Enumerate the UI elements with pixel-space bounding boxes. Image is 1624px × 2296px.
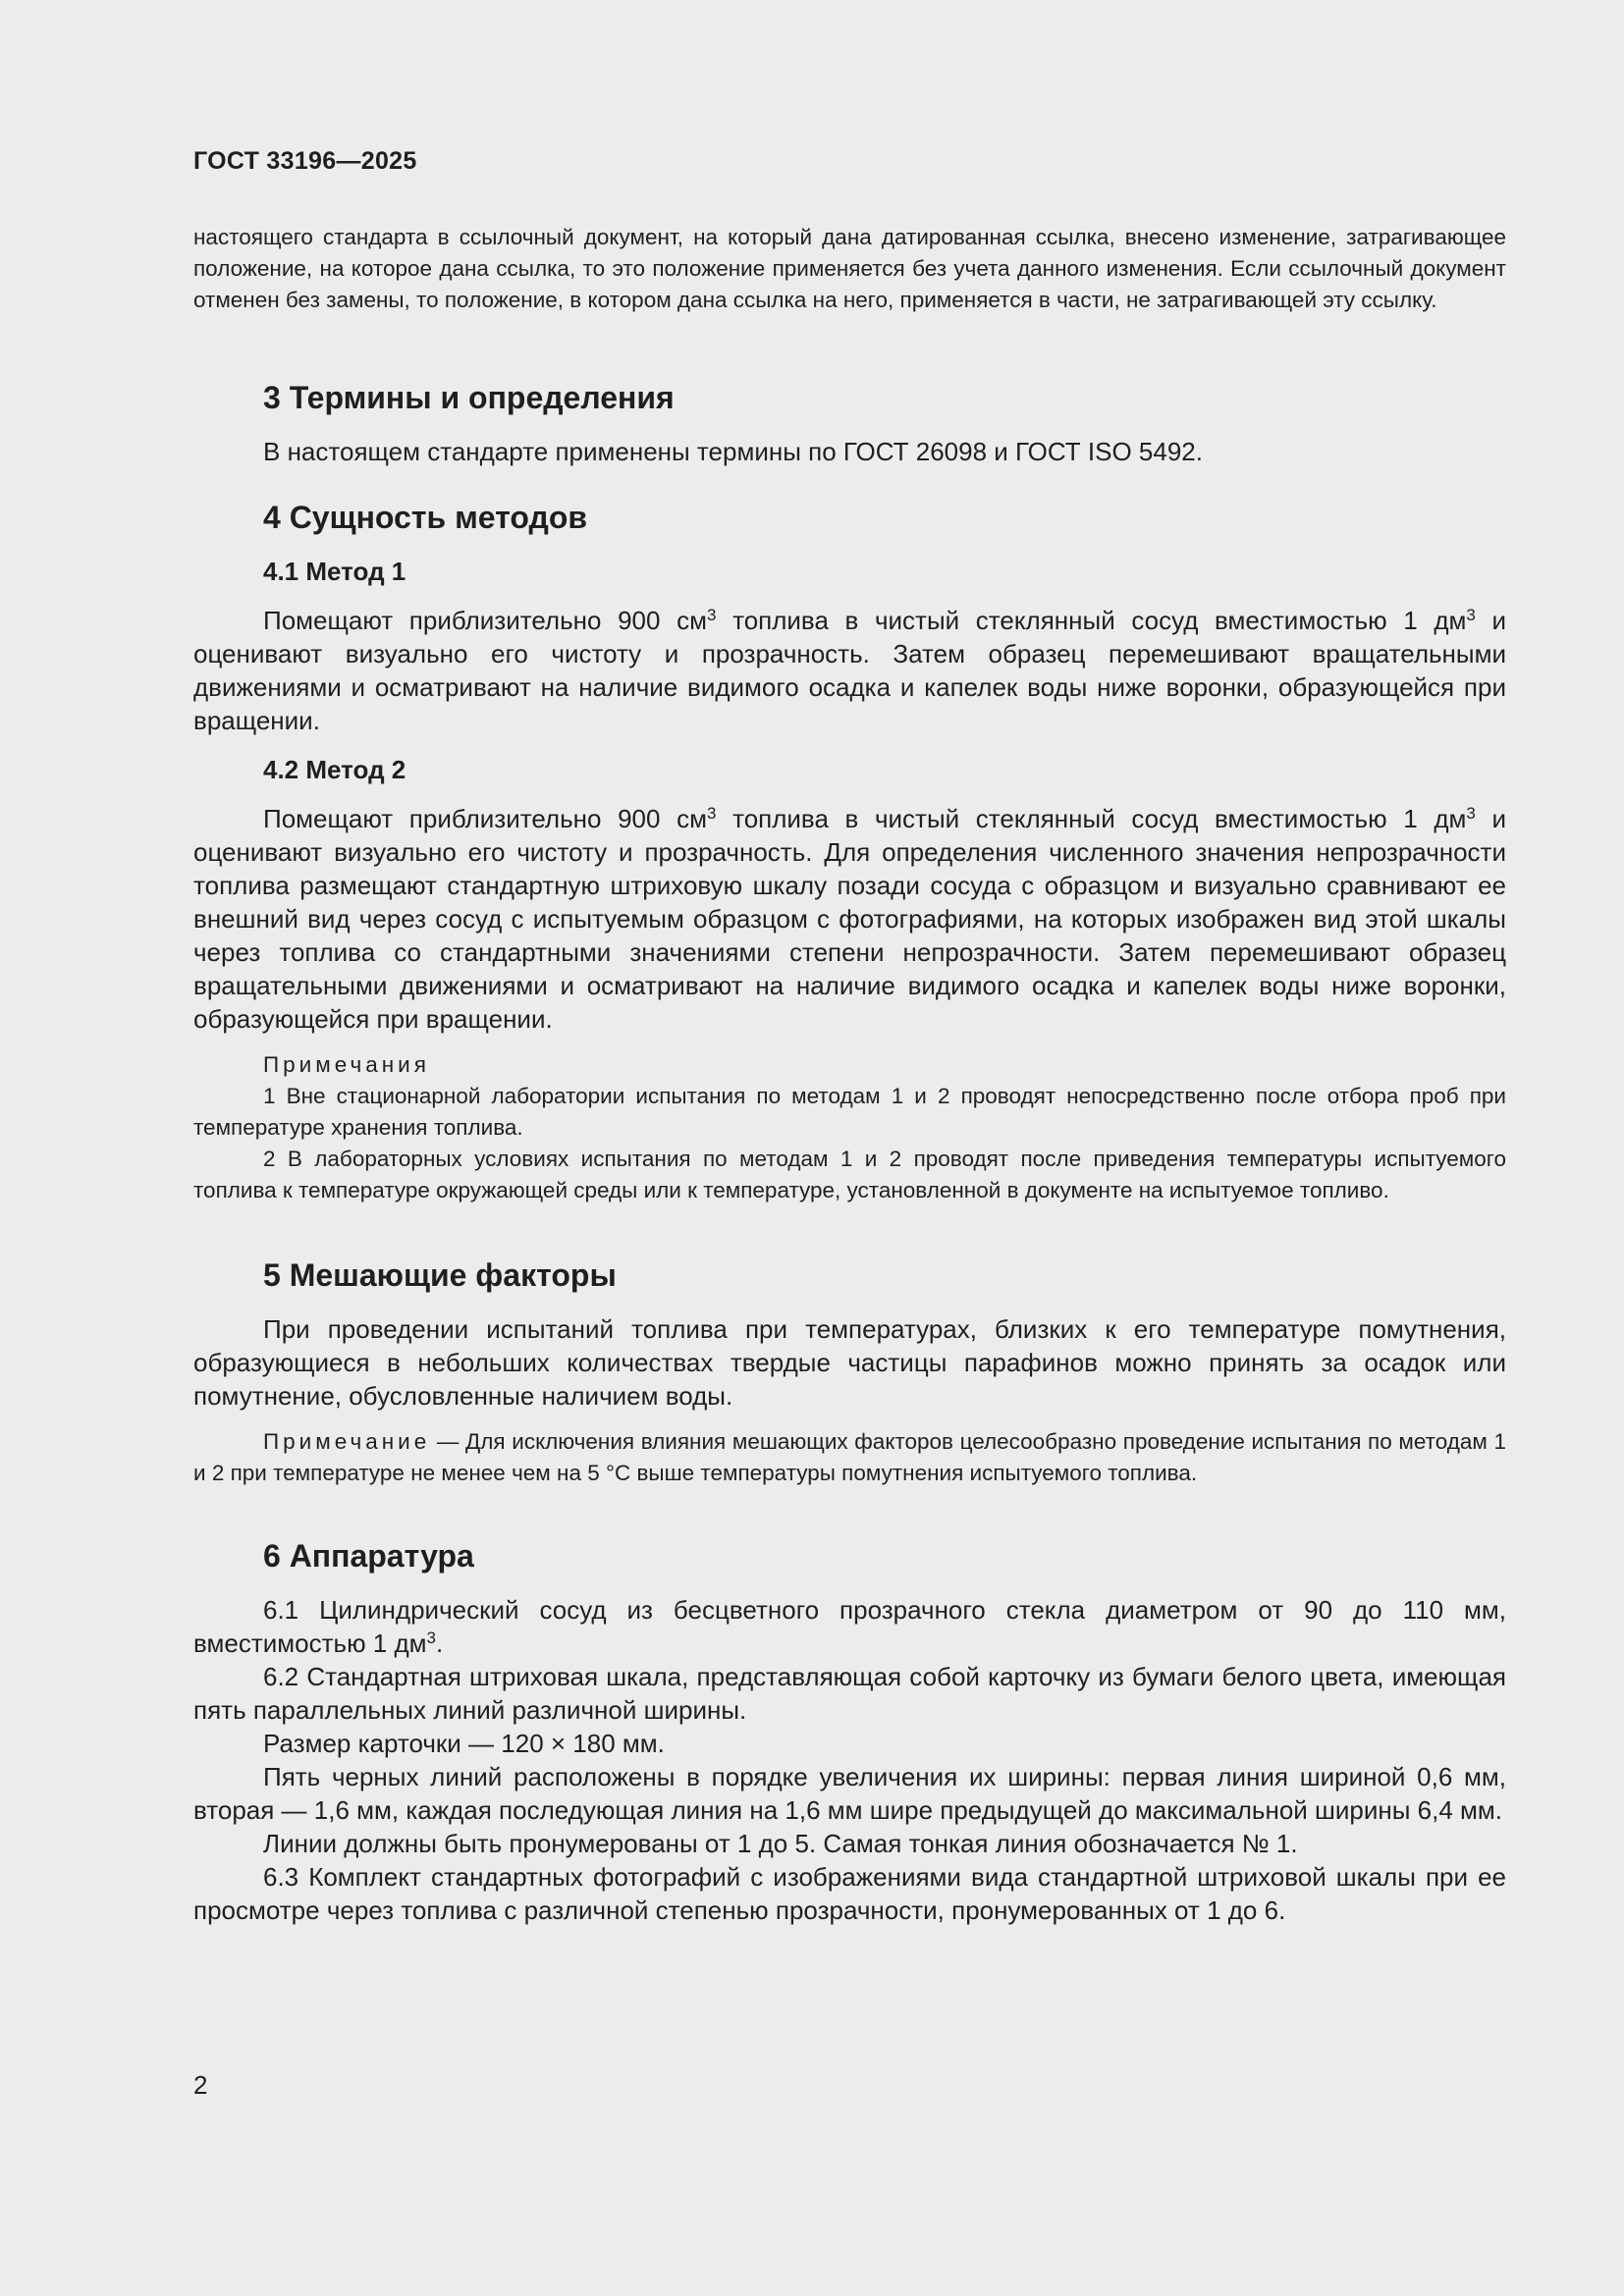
- section-3-text: В настоящем стандарте применены термины по ГОСТ 26098 и ГОСТ ISO 5492.: [263, 437, 1203, 466]
- method-1-text-a: Помещают приблизительно 900 см: [263, 606, 707, 635]
- method-2-text-a: Помещают приблизительно 900 см: [263, 804, 707, 833]
- item-6-1-end: .: [436, 1629, 444, 1658]
- section-5-note: [193, 1426, 1506, 1489]
- document-body: [193, 222, 1506, 1927]
- method-1-text-c: и оценивают визуально его чистоту и прозрачность. Затем образец перемешивают вращательными движениями и осматривают на наличие видимого осадка и капелек воды ниже воронки, образующейся при вращении.: [193, 606, 1506, 735]
- method-2-text-c: и оценивают визуально его чистоту и прозрачность. Для определения численного значения непрозрачности топлива размещают стандартную штриховую шкалу позади сосуда с образцом и визуально сравнивают ее внешний вид через сосуд с испытуемым образцом с фотографиями, на которых изображен вид этой шкалы через топлива со стандартными значениями степени непрозрачности. Затем перемешивают образец вращательными движениями и осматривают на наличие видимого осадка и капелек воды ниже воронки, образующейся при вращении.: [193, 804, 1506, 1034]
- superscript: 3: [706, 804, 717, 823]
- section-4-title: 4 Сущность методов: [263, 500, 588, 535]
- method-1-title: 4.1 Метод 1: [263, 557, 406, 586]
- section-3-title: 3 Термины и определения: [263, 380, 675, 415]
- card-size: Размер карточки — 120 × 180 мм.: [263, 1729, 665, 1758]
- note-text: — Для исключения влияния мешающих факторов целесообразно проведение испытания по методам 1 и 2 при температуре не менее чем на 5 °С выше температуры помутнения испытуемого топлива.: [193, 1429, 1506, 1485]
- item-6-2: 6.2 Стандартная штриховая шкала, представляющая собой карточку из бумаги белого цвета, имеющая пять параллельных линий различной ширины.: [193, 1662, 1506, 1725]
- section-5-text: При проведении испытаний топлива при температурах, близких к его температуре помутнения, образующиеся в небольших количествах твердые частицы парафинов можно принять за осадок или помутнение, обусловленные наличием воды.: [193, 1314, 1506, 1411]
- line-numbering: Линии должны быть пронумерованы от 1 до 5. Самая тонкая линия обозначается № 1.: [263, 1829, 1298, 1858]
- superscript: 3: [1466, 804, 1476, 823]
- item-6-1-text: 6.1 Цилиндрический сосуд из бесцветного прозрачного стекла диаметром от 90 до 110 мм, вместимостью 1 дм: [193, 1595, 1506, 1658]
- document-header: ГОСТ 33196—2025: [193, 147, 417, 175]
- note-label: Примечание: [263, 1429, 431, 1454]
- method-2-text-b: топлива в чистый стеклянный сосуд вместимостью 1 дм: [716, 804, 1467, 833]
- note-2: 2 В лабораторных условиях испытания по методам 1 и 2 проводят после приведения температуры испытуемого топлива к температуре окружающей среды или к температуре, установленной в документе на испытуемое топливо.: [193, 1147, 1506, 1202]
- note-1: 1 Вне стационарной лаборатории испытания по методам 1 и 2 проводят непосредственно после отбора проб при температуре хранения топлива.: [193, 1084, 1506, 1140]
- superscript: 3: [426, 1629, 436, 1647]
- section-6-title: 6 Аппаратура: [263, 1538, 474, 1574]
- item-6-3: 6.3 Комплект стандартных фотографий с изображениями вида стандартной штриховой шкалы при ее просмотре через топлива с различной степенью прозрачности, пронумерованных от 1 до 6.: [193, 1862, 1506, 1925]
- notes-heading: Примечания: [263, 1052, 430, 1077]
- line-widths: Пять черных линий расположены в порядке увеличения их ширины: первая линия шириной 0,6 мм, вторая — 1,6 мм, каждая последующая линия на 1,6 мм шире предыдущей до максимальной ширины 6,4 мм.: [193, 1762, 1506, 1825]
- method-1-text: [193, 604, 1506, 737]
- method-2-text: [193, 802, 1506, 1036]
- item-6-1: [193, 1593, 1506, 1660]
- section-5-title: 5 Мешающие факторы: [263, 1257, 617, 1293]
- method-2-title: 4.2 Метод 2: [263, 755, 406, 784]
- intro-paragraph: настоящего стандарта в ссылочный документ, на который дана датированная ссылка, внесено изменение, затрагивающее положение, на которое дана ссылка, то это положение применяется без учета данного изменения. Если ссылочный документ отменен без замены, то положение, в котором дана ссылка на него, применяется в части, не затрагивающей эту ссылку.: [193, 225, 1506, 312]
- superscript: 3: [1466, 606, 1476, 624]
- page-number: 2: [193, 2070, 208, 2100]
- superscript: 3: [706, 606, 717, 624]
- method-1-text-b: топлива в чистый стеклянный сосуд вместимостью 1 дм: [716, 606, 1467, 635]
